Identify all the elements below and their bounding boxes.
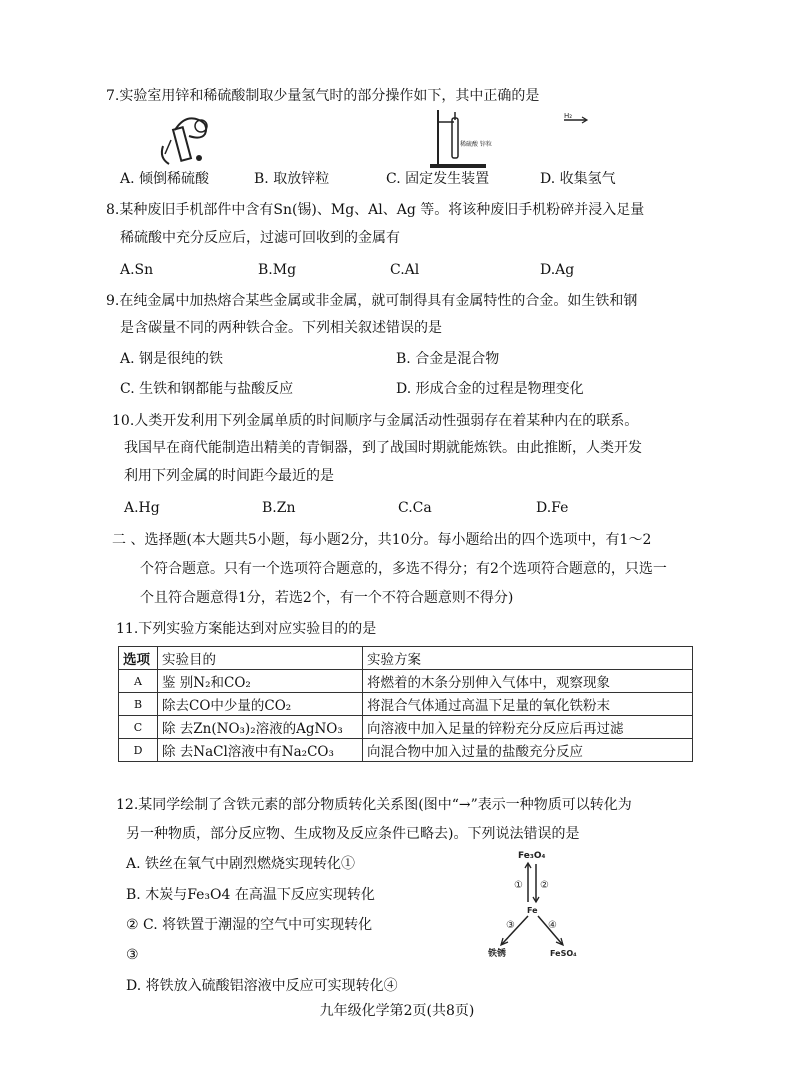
q7-option-c: C. 固定发生装置 [386, 171, 490, 187]
table-cell-goal: 鉴 别N₂和CO₂ [158, 670, 363, 693]
q10-option-a: A.Hg [124, 500, 160, 516]
q8-stem-line2: 稀硫酸中充分反应后，过滤可回收到的金属有 [120, 230, 400, 246]
table-header-option: 选项 [119, 647, 158, 670]
q12-option-d: D. 将铁放入硫酸铝溶液中反应可实现转化④ [126, 978, 398, 994]
table-row [119, 670, 693, 693]
q8-stem-line1: 8.某种废旧手机部件中含有Sn(锡)、Mg、Al、Ag 等。将该种废旧手机粉碎并浸入足量 [106, 202, 645, 218]
q9-stem-line1: 9.在纯金属中加热熔合某些金属或非金属，就可制得具有金属特性的合金。如生铁和钢 [106, 293, 638, 309]
section2-instructions-line2: 个符合题意。只有一个选项符合题意的，多选不得分；有2个选项符合题意的，只选一 [140, 561, 667, 577]
table-cell-plan: 将混合气体通过高温下足量的氧化铁粉末 [363, 693, 693, 716]
table-cell-option: B [119, 693, 158, 716]
q7-figure-c [428, 108, 492, 170]
table-row [119, 693, 693, 716]
q8-option-d: D.Ag [540, 262, 575, 278]
table-cell-plan: 将燃着的木条分别伸入气体中，观察现象 [363, 670, 693, 693]
q11-stem: 11.下列实验方案能达到对应实验目的的是 [116, 621, 377, 637]
q10-option-c: C.Ca [398, 500, 432, 516]
table-cell-option: A [119, 670, 158, 693]
q10-option-d: D.Fe [536, 500, 569, 516]
q7-figure-c-label: 稀硫酸 锌粒 [460, 141, 492, 148]
table-cell-goal: 除去CO中少量的CO₂ [158, 693, 363, 716]
diagram-arrow-3: ③ [506, 920, 515, 931]
q12-option-a: A. 铁丝在氧气中剧烈燃烧实现转化① [126, 856, 356, 872]
q8-option-c: C.Al [390, 262, 420, 278]
diagram-arrow-4: ④ [548, 920, 557, 931]
table-cell-plan: 向混合物中加入过量的盐酸充分反应 [363, 739, 693, 762]
table-header-plan: 实验方案 [363, 647, 693, 670]
q9-stem-line2: 是含碳量不同的两种铁合金。下列相关叙述错误的是 [120, 320, 442, 336]
q7-figure-d-label: H₂ [564, 112, 573, 120]
diagram-arrow-1: ① [514, 880, 523, 891]
table-header-goal: 实验目的 [158, 647, 363, 670]
q7-figure-d [562, 110, 592, 124]
section2-instructions-line1: 二 、选择题(本大题共5小题，每小题2分，共10分。每小题给出的四个选项中，有1～2 [112, 532, 652, 548]
q9-option-a: A. 钢是很纯的铁 [120, 351, 224, 367]
q9-option-d: D. 形成合金的过程是物理变化 [396, 381, 584, 397]
q10-stem-line1: 10.人类开发利用下列金属单质的时间顺序与金属活动性强弱存在着某种内在的联系。 [112, 413, 639, 429]
q7-option-a: A. 倾倒稀硫酸 [120, 171, 210, 187]
diagram-node-fe3o4: Fe₃O₄ [518, 851, 546, 861]
diagram-node-fe: Fe [527, 906, 538, 915]
table-row [119, 716, 693, 739]
table-cell-plan: 向溶液中加入足量的锌粉充分反应后再过滤 [363, 716, 693, 739]
q12-stem-line2: 另一种物质，部分反应物、生成物及反应条件已略去)。下列说法错误的是 [126, 826, 580, 842]
q9-option-c: C. 生铁和钢都能与盐酸反应 [120, 381, 294, 397]
table-header-row [119, 647, 693, 670]
table-cell-option: D [119, 739, 158, 762]
table-row [119, 739, 693, 762]
q10-option-b: B.Zn [262, 500, 296, 516]
q10-stem-line2: 我国早在商代能制造出精美的青铜器，到了战国时期就能炼铁。由此推断，人类开发 [124, 440, 642, 456]
q8-option-a: A.Sn [120, 262, 154, 278]
q9-option-b: B. 合金是混合物 [396, 351, 500, 367]
q7-figure-a [155, 110, 217, 168]
table-cell-option: C [119, 716, 158, 739]
page-footer: 九年级化学第2页(共8页) [319, 1003, 475, 1019]
q11-options-table [118, 646, 693, 762]
q12-option-c: ② C. 将铁置于潮湿的空气中可实现转化 [126, 917, 373, 933]
section2-instructions-line3: 个且符合题意得1分，若选2个，有一个不符合题意则不得分) [140, 590, 514, 606]
q12-stem-line1: 12.某同学绘制了含铁元素的部分物质转化关系图(图中“→”表示一种物质可以转化为 [116, 797, 632, 813]
q10-stem-line3: 利用下列金属的时间距今最近的是 [124, 468, 334, 484]
q12-option-b: B. 木炭与Fe₃O4 在高温下反应实现转化 [126, 887, 375, 903]
q12-conversion-diagram [484, 846, 584, 958]
q8-option-b: B.Mg [258, 262, 297, 278]
diagram-arrow-2: ② [540, 880, 549, 891]
q7-option-d: D. 收集氢气 [540, 171, 616, 187]
q12-option-c-cont: ③ [126, 947, 139, 963]
table-cell-goal: 除 去Zn(NO₃)₂溶液的AgNO₃ [158, 716, 363, 739]
q7-option-b: B. 取放锌粒 [254, 171, 330, 187]
q7-stem: 7.实验室用锌和稀硫酸制取少量氢气时的部分操作如下，其中正确的是 [106, 88, 540, 104]
diagram-node-rust: 铁锈 [488, 949, 507, 959]
diagram-node-feso4: FeSO₄ [550, 949, 577, 958]
table-cell-goal: 除 去NaCl溶液中有Na₂CO₃ [158, 739, 363, 762]
